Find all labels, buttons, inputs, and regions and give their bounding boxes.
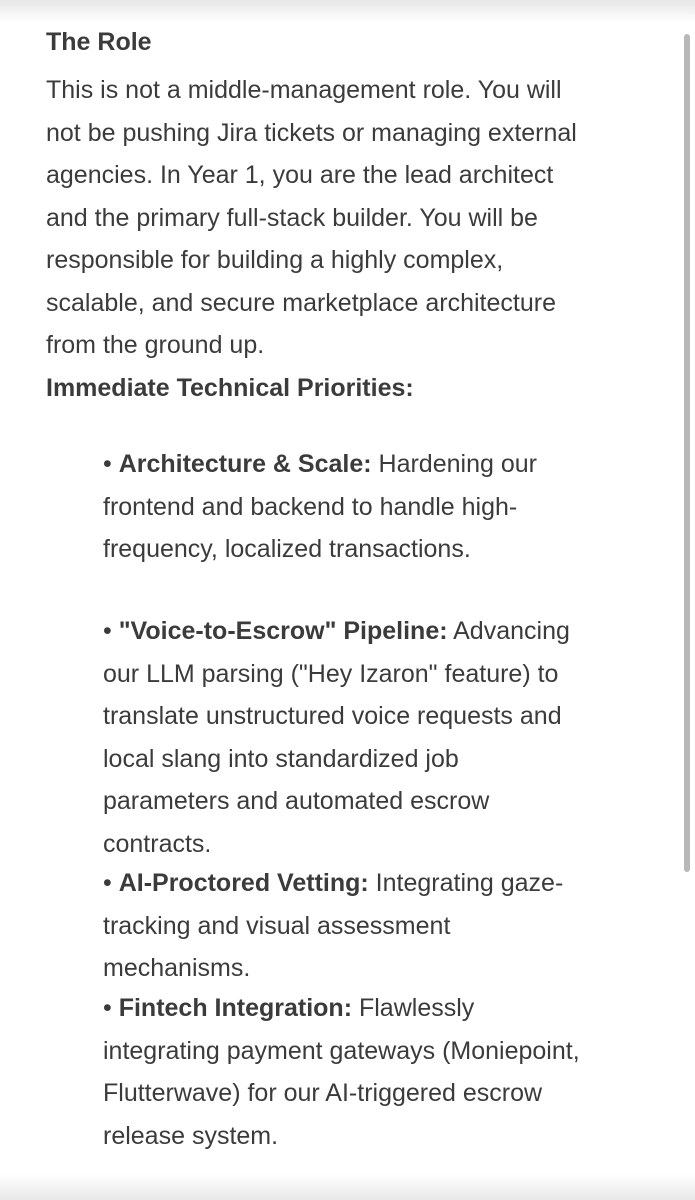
role-paragraph: This is not a middle-management role. You will not be pushing Jira tickets or managing external agencies. In Year 1, you are the lead architect and the primary full-stack builder. You will be responsible for building a highly complex, scalable, and secure marketplace architecture from the ground up. [46,76,577,359]
priority-text: Flawlessly integrating payment gateways (Moniepoint, Flutterwave) for our AI-triggered escrow release system. [103,994,580,1150]
job-description-content [46,27,656,404]
bullet: • [103,869,119,897]
bullet: • [103,617,119,645]
priority-text: Hardening our frontend and backend to handle high- frequency, localized transactions. [103,450,537,563]
priority-text: Integrating gaze- tracking and visual assessment mechanisms. [103,869,564,982]
vertical-scrollbar[interactable] [684,34,690,872]
top-edge-shadow [0,0,695,22]
priority-title: AI-Proctored Vetting: [118,869,369,897]
bullet: • [103,450,119,478]
priority-title: Architecture & Scale: [118,450,372,478]
priority-item-fintech [103,987,663,1157]
priority-title: Fintech Integration: [118,994,353,1022]
priority-item-architecture [103,443,663,571]
bottom-edge-shadow [0,1174,695,1200]
priority-text: Advancing our LLM parsing ("Hey Izaron" feature) to translate unstructured voice requests and local slang into standardized job parameters and automated escrow contracts. [103,617,570,858]
priority-item-voice-pipeline [103,610,663,865]
bullet: • [103,994,119,1022]
role-heading: The Role [46,28,152,56]
priorities-heading: Immediate Technical Priorities: [46,373,414,402]
priority-item-vetting [103,862,663,990]
priority-title: "Voice-to-Escrow" Pipeline: [118,617,448,645]
